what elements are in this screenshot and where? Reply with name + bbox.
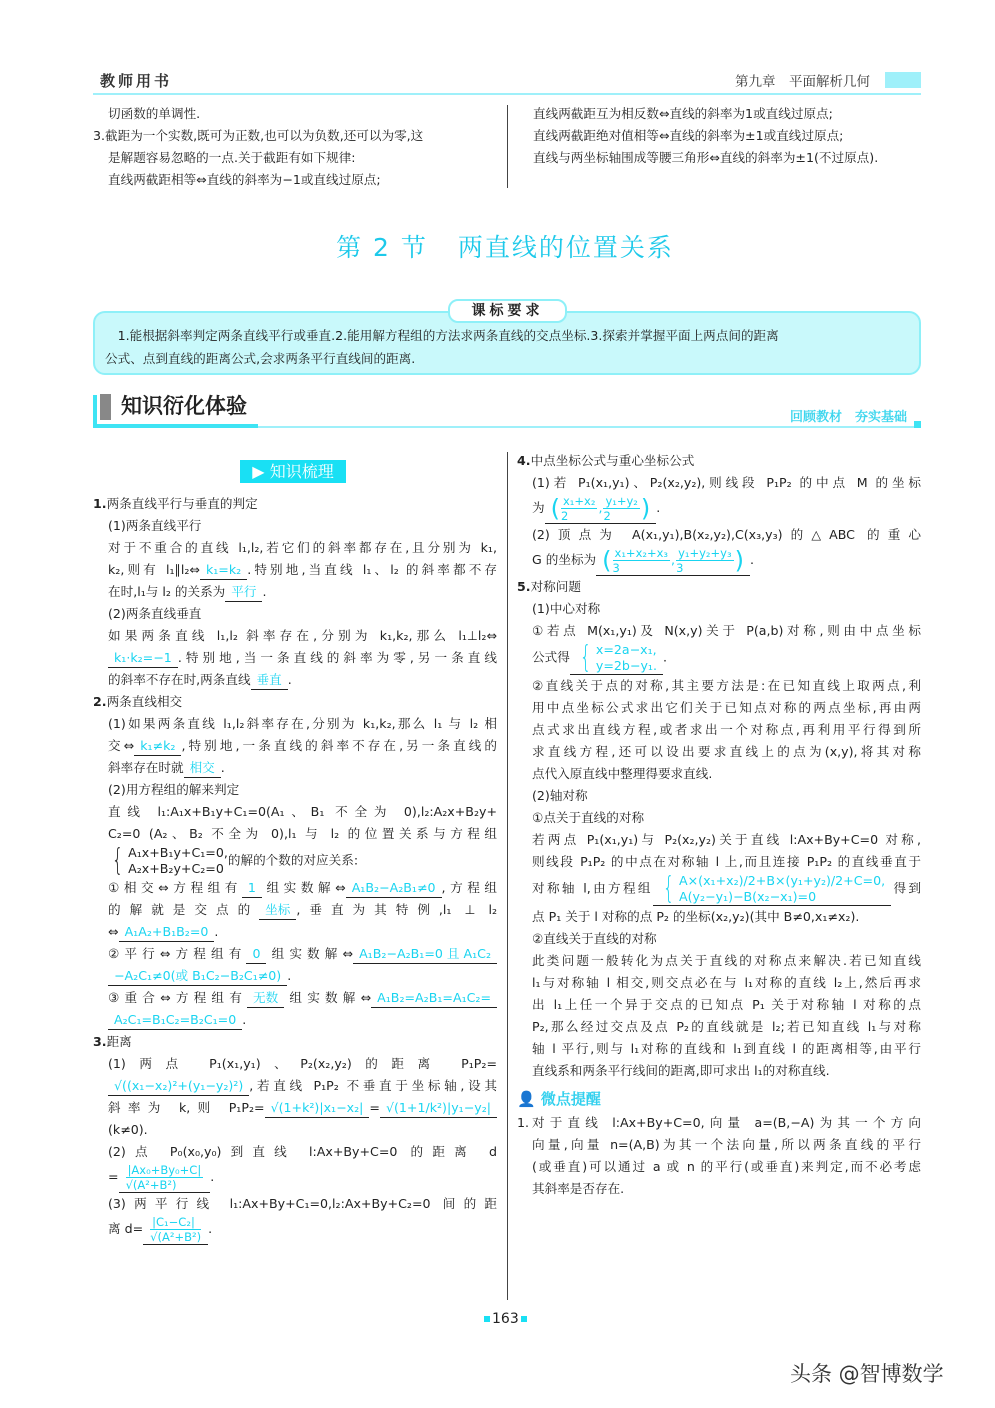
paragraph: [93, 779, 497, 801]
square-icon: [484, 1316, 490, 1322]
tip-heading: [517, 1088, 921, 1110]
column-divider: [507, 105, 508, 188]
system-row: A₁x+B₁y+C₁=0,: [128, 845, 228, 860]
text-run: 斜率为 k,则 P₁P₂=: [108, 1100, 265, 1115]
paragraph: [93, 943, 497, 987]
heading-text: 中点坐标公式与重心坐标公式: [530, 453, 695, 468]
play-icon: ▶: [252, 462, 270, 481]
paragraph: [93, 987, 497, 1031]
numerator: x₁+x₂+x₃: [614, 546, 669, 560]
text-run: .: [208, 1221, 213, 1236]
paragraph: [93, 515, 497, 537]
text-line: [532, 697, 921, 719]
text-run: ,特别地,一条直线的斜率不存在,另一条直线的: [181, 738, 497, 753]
text-run: (2)用方程组的解来判定: [108, 782, 240, 797]
fill-in-answer: 0: [246, 945, 266, 964]
text-run: .: [287, 968, 292, 983]
text-line: [108, 1119, 497, 1141]
text-line: [108, 669, 497, 691]
text-run: ②直线关于点的对称,其主要方法是:在已知直线上取两点,利: [532, 678, 921, 693]
text-run: G 的坐标为: [532, 552, 597, 567]
denominator: √(A²+B²): [125, 1178, 177, 1192]
book-label: 教师用书: [100, 72, 173, 90]
subsection-heading: [93, 493, 497, 515]
text-line: [532, 675, 921, 697]
paragraph: [93, 1193, 497, 1245]
text-line: [532, 1156, 921, 1178]
text-line: [532, 1016, 921, 1038]
heading-number: 5.: [517, 579, 531, 594]
text-run: 对称轴 l,由方程组: [532, 880, 653, 896]
text-run: (1)两条直线平行: [108, 518, 202, 533]
fill-in-answer: √(1+1/k²)|y₁−y₂|: [380, 1099, 497, 1118]
fill-in-answer: k₁=k₂: [200, 561, 247, 580]
fill-in-answer: √((x₁−x₂)²+(y₁−y₂)²): [108, 1077, 249, 1096]
text-line: 直线两截距绝对值相等⇔直线的斜率为±1或直线过原点;: [533, 128, 844, 143]
fill-in-answer: [143, 1215, 208, 1245]
text-run: (2)轴对称: [532, 788, 588, 803]
text-run: 交⇔: [108, 738, 135, 753]
paragraph: [93, 537, 497, 603]
text-line: [532, 494, 921, 524]
page-number-text: 163: [492, 1311, 519, 1327]
text-run: 如果两条直线 l₁,l₂ 斜率存在,分别为 k₁,k₂,那么 l₁⊥l₂⇔: [108, 628, 497, 643]
section-name: 两直线的位置关系: [457, 233, 674, 262]
text-line: [532, 994, 921, 1016]
text-line: [532, 598, 921, 620]
text-run: P₂,那么经过交点及点 P₂的直线就是 l₂;若已知直线 l₁与对称: [532, 1019, 921, 1034]
text-line: [108, 735, 497, 757]
text-run: 直线 l₁:A₁x+B₁y+C₁=0(A₁、B₁ 不全为 0),l₂:A₂x+B₂y+: [108, 804, 497, 819]
tip-heading-text: 微点提醒: [540, 1090, 601, 1108]
text-run: 对于不重合的直线 l₁,l₂,若它们的斜率都存在,且分别为 k₁,: [108, 540, 497, 555]
paragraph: [93, 1141, 497, 1193]
system-rows: [679, 873, 885, 905]
text-line: [532, 785, 921, 807]
comma: ,: [598, 500, 603, 515]
heading-number: 1.: [93, 496, 107, 511]
fill-in-answer: [653, 873, 891, 906]
heading-text: 距离: [106, 1034, 132, 1049]
text-run: 公式得: [532, 649, 570, 665]
text-run: 此类问题一般转化为点关于直线的对称点来解决.若已知直线: [532, 953, 921, 968]
text-line: [532, 1178, 921, 1200]
text-run: .: [220, 760, 225, 775]
text-run: (2)顶点为 A(x₁,y₁),B(x₂,y₂),C(x₃,y₃)的△ABC 的重心: [532, 527, 921, 542]
text-run: 组实数解⇔: [266, 946, 354, 961]
paren: (: [602, 546, 612, 575]
fill-in-answer: A₂C₁=B₁C₂=B₂C₁=0: [108, 1011, 242, 1030]
fill-in-answer: √(1+k²)|x₁−x₂|: [265, 1099, 370, 1118]
text-run: 组实数解⇔: [284, 990, 372, 1005]
text-run: .: [242, 1012, 247, 1027]
heading-bar: [100, 394, 111, 420]
heading-number: 3.: [93, 1034, 107, 1049]
fill-in-answer: A₁B₂=A₂B₁=A₁C₂=: [371, 989, 497, 1008]
subsection-heading: [93, 691, 497, 713]
comma: ,: [671, 552, 676, 567]
fraction: [150, 1215, 201, 1244]
text-run: (1)若 P₁(x₁,y₁)、P₂(x₂,y₂),则线段 P₁P₂ 的中点 M 的坐标: [532, 475, 921, 490]
heading-underline: [93, 424, 258, 428]
text-line: [108, 823, 497, 845]
fill-in-answer: 坐标: [259, 901, 296, 920]
text-line: [108, 603, 497, 625]
text-line: [532, 642, 921, 675]
text-line: [532, 829, 921, 851]
text-line: 直线两截距互为相反数⇔直线的斜率为1或直线过原点;: [533, 106, 833, 121]
paragraph: [93, 713, 497, 779]
text-line: [108, 943, 497, 965]
text-run: 为: [532, 500, 545, 515]
knowledge-heading: 知识衍化体验: [121, 393, 247, 418]
paragraph: [517, 829, 921, 928]
text-run: =: [108, 1169, 119, 1184]
fraction: [603, 494, 639, 523]
paren: ): [734, 546, 744, 575]
text-run: 在时,l₁与 l₂ 的关系为: [108, 584, 226, 599]
text-run: (或垂直)可以通过 a 或 n 的平行(或垂直)来判定,而不必考虑: [532, 1159, 921, 1174]
fill-in-answer: [596, 546, 750, 576]
text-line: [108, 515, 497, 537]
text-run: ②平行⇔方程组有: [108, 946, 247, 961]
paren: ): [640, 494, 651, 523]
text-run: 的解的个数的对应关系:: [227, 852, 359, 868]
fill-in-answer: A₁A₂+B₁B₂=0: [119, 923, 215, 942]
paragraph: [517, 675, 921, 785]
text-line: [108, 559, 497, 581]
heading-text: 两条直线相交: [106, 694, 183, 709]
text-line: [108, 965, 497, 987]
text-run: (2)点 P₀(x₀,y₀)到直线 l:Ax+By+C=0 的距离 d: [108, 1144, 497, 1159]
text-run: ,方程组: [441, 880, 497, 895]
system-row: y=2b−y₁.: [595, 658, 657, 673]
text-run: ③重合⇔方程组有: [108, 990, 248, 1005]
text-line: [108, 1053, 497, 1075]
text-run: =: [369, 1100, 380, 1115]
text-run: l₁与对称轴 l 相交,则交点必在与 l₁对称的直线 l₂上,然后再求: [532, 975, 921, 990]
text-run: 组实数解⇔: [261, 880, 346, 895]
text-line: 直线与两坐标轴围成等腰三角形⇔直线的斜率为±1(不过原点).: [533, 150, 879, 165]
brace-icon: {: [662, 871, 675, 906]
denominator: 3: [612, 561, 620, 575]
section-number: 第 2 节: [336, 233, 428, 262]
text-line: [108, 779, 497, 801]
right-column: [517, 450, 921, 1200]
heading-subtitle: 回顾教材 夯实基础: [790, 410, 908, 425]
fraction: [126, 1163, 204, 1192]
text-line: [108, 1163, 497, 1193]
text-line: [532, 873, 921, 906]
text-run: 若两点 P₁(x₁,y₁)与 P₂(x₂,y₂)关于直线 l:Ax+By+C=0 对称,: [532, 832, 921, 847]
text-line: [532, 1134, 921, 1156]
brace-icon: {: [579, 640, 592, 675]
fraction: [676, 546, 734, 575]
fraction: [613, 546, 671, 575]
text-run: 点式求出直线方程,或者求出一个对称点,再利用平行得到所: [532, 722, 921, 737]
text-line: [532, 851, 921, 873]
text-run: .特别地,当一条直线的斜率为零,另一条直线: [177, 650, 497, 665]
text-line: [108, 647, 497, 669]
text-run: k₂,则有 l₁∥l₂⇔: [108, 562, 200, 577]
text-run: 用中点坐标公式求出它们关于已知点对称的两点坐标,再由两: [532, 700, 921, 715]
system-row: A(y₂−y₁)−B(x₂−x₁)=0: [678, 889, 817, 904]
text-line: 公式、点到直线的距离公式,会求两条平行直线间的距离.: [105, 351, 416, 366]
paragraph: [517, 928, 921, 950]
numerator: x₁+x₂: [562, 494, 596, 508]
text-line: [532, 763, 921, 785]
left-column: [93, 493, 497, 1245]
text-run: ①相交⇔方程组有: [108, 880, 242, 895]
paragraph: [93, 877, 497, 943]
paren: (: [550, 494, 560, 523]
numerator: y₁+y₂+y₃: [678, 546, 732, 560]
numerator: y₁+y₂: [605, 494, 638, 508]
fill-in-answer: 相交: [184, 759, 221, 778]
text-line: [532, 906, 921, 928]
top-left-text: [93, 103, 498, 191]
subsection-heading: [93, 1031, 497, 1053]
teacher-icon: 👤: [517, 1090, 541, 1108]
heading-text: 对称问题: [530, 579, 581, 594]
fill-in-answer: 垂直: [251, 671, 288, 690]
paragraph: [93, 603, 497, 625]
text-line: [532, 719, 921, 741]
denominator: √(A²+B²): [150, 1230, 202, 1244]
note-number: 1.: [517, 1115, 530, 1130]
denominator: 2: [560, 509, 569, 523]
text-line: 切函数的单调性.: [108, 106, 201, 121]
text-run: 直线系和两条平行线间的距离,即可求出 l₁的对称直线.: [532, 1063, 830, 1078]
text-run: (1)两点 P₁(x₁,y₁)、P₂(x₂,y₂)的距离 P₁P₂=: [108, 1056, 497, 1071]
text-run: .: [749, 552, 754, 567]
text-line: [532, 807, 921, 829]
fill-in-answer: 1: [242, 879, 262, 898]
subsection-heading: [517, 576, 921, 598]
fill-in-answer: [119, 1163, 211, 1193]
text-run: .特别地,当直线 l₁、l₂ 的斜率都不存: [247, 562, 498, 577]
chapter-label: 第九章 平面解析几何: [735, 74, 870, 90]
text-line: [532, 546, 921, 576]
text-run: ②直线关于直线的对称: [532, 931, 657, 946]
brace-icon: {: [111, 843, 124, 878]
top-right-text: [533, 103, 923, 169]
text-run: .: [662, 649, 667, 665]
heading-end-square: [914, 421, 921, 428]
fill-in-answer: k₁·k₂=−1: [108, 649, 178, 668]
text-line: [532, 524, 921, 546]
equation-system: [108, 845, 228, 877]
text-line: [532, 1060, 921, 1082]
text-line: [108, 1141, 497, 1163]
paragraph: [517, 785, 921, 807]
fill-in-answer: k₁≠k₂: [134, 737, 181, 756]
text-line: 1.能根据斜率判定两条直线平行或垂直.2.能用解方程组的方法求两条直线的交点坐标.3.探索并掌握平面上两点间的距离: [105, 328, 779, 343]
paragraph: [93, 1053, 497, 1141]
paragraph: [517, 620, 921, 675]
equation-system: [576, 642, 657, 674]
text-line: [532, 620, 921, 642]
watermark: 头条 @智博数学: [790, 1362, 944, 1386]
text-run: 向量,向量 n=(A,B)为其一个法向量,所以两条直线的平行: [532, 1137, 921, 1152]
paragraph: [93, 801, 497, 877]
numerator: |C₁−C₂|: [150, 1215, 201, 1230]
numerator: |Ax₀+By₀+C|: [127, 1163, 202, 1177]
text-run: 的解就是交点的: [108, 902, 260, 917]
fill-in-answer: 平行: [225, 583, 262, 602]
heading-text: 两条直线平行与垂直的判定: [106, 496, 258, 511]
text-run: 轴 l 平行,则与 l₁对称的直线和 l₁到直线 l 的距离相等,由平行: [532, 1041, 921, 1056]
column-divider: [507, 452, 508, 1300]
equation-system: [659, 873, 885, 905]
text-run: (3)两平行线 l₁:Ax+By+C₁=0,l₂:Ax+By+C₂=0 间的距: [108, 1196, 497, 1211]
text-run: 其斜率是否存在.: [532, 1181, 625, 1196]
text-line: [532, 741, 921, 763]
text-line: [108, 1009, 497, 1031]
square-icon: [521, 1316, 527, 1322]
text-line: [108, 537, 497, 559]
text-run: (2)两条直线垂直: [108, 606, 202, 621]
text-run: .: [214, 924, 219, 939]
text-line: [108, 801, 497, 823]
text-line: [108, 987, 497, 1009]
heading-number: 4.: [517, 453, 531, 468]
text-line: [532, 928, 921, 950]
denominator: 3: [676, 561, 684, 575]
requirements-label: 课标要求: [448, 299, 567, 323]
text-run: 的斜率不存在时,两条直线: [108, 672, 251, 687]
text-run: C₂=0 (A₂、B₂ 不全为 0),l₁ 与 l₂ 的位置关系与方程组: [108, 826, 497, 841]
text-line: 直线两截距相等⇔直线的斜率为−1或直线过原点;: [108, 172, 381, 187]
system-rows: [128, 845, 228, 877]
text-run: ①若点 M(x₁,y₁)及 N(x,y)关于 P(a,b)对称,则由中点坐标: [532, 623, 921, 638]
paragraph: [93, 625, 497, 691]
fill-in-answer: −A₂C₁≠0(或 B₁C₂−B₂C₁≠0): [108, 967, 287, 986]
text-line: [108, 845, 497, 877]
fill-in-answer: [545, 494, 657, 524]
heading-accent: [93, 395, 97, 425]
fraction: [561, 494, 597, 523]
fill-in-answer: [570, 642, 663, 675]
text-line: [108, 899, 497, 921]
text-run: .: [656, 500, 661, 515]
text-run: 离 d=: [108, 1221, 144, 1236]
text-line: [108, 713, 497, 735]
text-line: [108, 625, 497, 647]
fill-in-answer: 无数: [247, 989, 284, 1008]
fill-in-answer: A₁B₂−A₂B₁≠0: [346, 879, 442, 898]
paragraph: [517, 472, 921, 524]
text-run: ⇔: [108, 924, 119, 939]
text-run: (k≠0).: [108, 1122, 148, 1137]
system-rows: [596, 642, 657, 674]
subsection-heading: [517, 450, 921, 472]
text-line: 3.截距为一个实数,既可为正数,也可以为负数,还可以为零,这: [93, 128, 424, 143]
text-run: 点 P₁ 关于 l 对称的点 P₂ 的坐标(x₂,y₂)(其中 B≠0,x₁≠x₂).: [532, 909, 860, 924]
requirements-text: [105, 324, 911, 370]
knowledge-tag: [240, 460, 346, 483]
knowledge-tag-label: 知识梳理: [269, 462, 334, 481]
text-run: 对于直线 l:Ax+By+C=0,向量 a=(B,−A)为其一个方向: [532, 1115, 921, 1130]
text-run: 得到: [891, 880, 921, 896]
paragraph: [517, 807, 921, 829]
text-run: 出 l₁上任一个异于交点的已知点 P₁ 关于对称轴 l 对称的点: [532, 997, 921, 1012]
text-run: .: [210, 1169, 215, 1184]
paragraph: [517, 950, 921, 1082]
text-line: [108, 1075, 497, 1097]
numbered-note: [517, 1112, 921, 1200]
text-line: [108, 921, 497, 943]
text-run: ,若直线 P₁P₂ 不垂直于坐标轴,设其: [249, 1078, 497, 1093]
text-line: [108, 757, 497, 779]
text-run: 点代入原直线中整理得要求直线.: [532, 766, 713, 781]
text-line: [532, 1112, 921, 1134]
text-line: [532, 472, 921, 494]
text-run: .: [287, 672, 292, 687]
paragraph: [517, 524, 921, 576]
header-rule: [93, 93, 921, 95]
text-run: (1)如果两条直线 l₁,l₂斜率存在,分别为 k₁,k₂,那么 l₁ 与 l₂ 相: [108, 716, 497, 731]
text-line: [532, 1038, 921, 1060]
system-row: A₂x+B₂y+C₂=0: [128, 861, 224, 876]
text-run: ①点关于直线的对称: [532, 810, 645, 825]
text-line: [108, 1215, 497, 1245]
paragraph: [517, 598, 921, 620]
fill-in-answer: A₁B₂−A₂B₁=0 且 A₁C₂: [353, 945, 497, 964]
text-run: ,垂直为其特例,l₁ ⊥ l₂: [296, 902, 498, 917]
text-line: [108, 1193, 497, 1215]
text-line: [532, 950, 921, 972]
header-accent-block: [885, 72, 921, 88]
text-run: .: [262, 584, 267, 599]
text-line: [108, 877, 497, 899]
text-line: [108, 581, 497, 603]
system-row: A×(x₁+x₂)/2+B×(y₁+y₂)/2+C=0,: [678, 873, 886, 888]
heading-number: 2.: [93, 694, 107, 709]
text-run: 求直线方程,还可以设出要求直线上的点为(x,y),将其对称: [532, 744, 921, 759]
text-line: [108, 1097, 497, 1119]
text-run: 则线段 P₁P₂ 的中点在对称轴 l 上,而且连接 P₁P₂ 的直线垂直于: [532, 854, 921, 869]
text-run: 斜率存在时就: [108, 760, 184, 775]
text-run: (1)中心对称: [532, 601, 601, 616]
denominator: 2: [603, 509, 611, 523]
text-line: 是解题容易忽略的一点.关于截距有如下规律:: [108, 150, 356, 165]
system-row: x=2a−x₁,: [595, 642, 657, 657]
page-number: [482, 1311, 529, 1327]
section-title: [0, 228, 995, 264]
text-line: [532, 972, 921, 994]
